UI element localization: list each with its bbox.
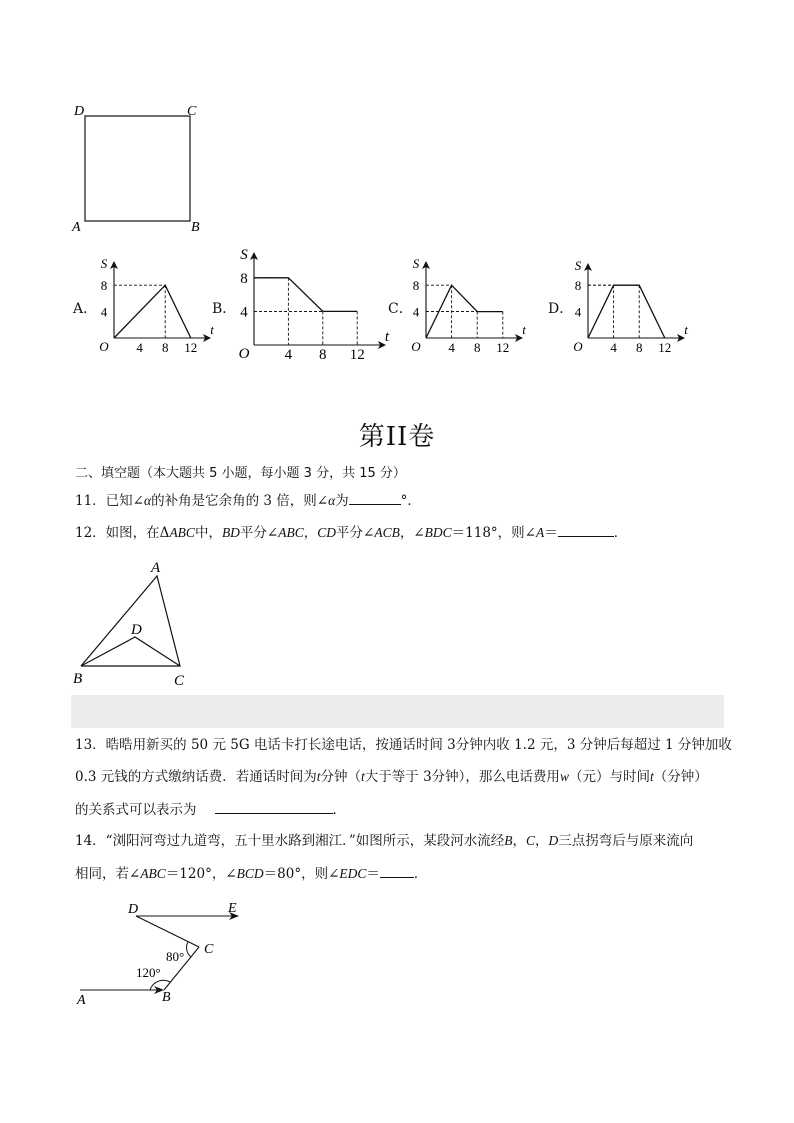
x-axis-label: t <box>210 322 214 337</box>
y-tick-label: 4 <box>574 304 582 320</box>
bisector-lines <box>81 637 180 666</box>
origin-label: O <box>238 346 250 362</box>
series-line <box>114 285 191 338</box>
graph-option-c <box>404 252 534 357</box>
y-axis-label: S <box>240 247 248 263</box>
label-A: A <box>72 220 81 235</box>
graph-option-d <box>566 254 696 357</box>
x-axis-label: t <box>522 322 526 337</box>
x-tick-label: 12 <box>658 340 672 355</box>
y-tick-label: 8 <box>412 278 420 294</box>
question-14: 14．“浏阳河弯过九道弯，五十里水路到湘江．”如图所示，某段河水流经B，C，D三点拐弯后与原来流向 <box>75 833 694 849</box>
x-tick-label: 4 <box>610 340 617 355</box>
y-tick-label: 4 <box>412 304 420 320</box>
y-tick-label: 8 <box>240 270 248 287</box>
option-b-label[interactable]: B． <box>212 301 237 317</box>
square <box>85 116 190 221</box>
angle-label-c: 80° <box>166 949 185 964</box>
angle-label-b: 120° <box>136 965 161 980</box>
question-14-line2: 相同，若∠ABC＝120°，∠BCD＝80°，则∠EDC＝ ． <box>75 863 427 884</box>
series-line <box>588 285 665 338</box>
segment-DC <box>136 916 199 947</box>
part-title: 第II卷 <box>358 422 436 452</box>
question-11: 11．已知∠α的补角是它余角的 3 倍，则∠α为 °． <box>75 490 421 511</box>
x-tick-label: 8 <box>473 340 481 355</box>
label-B: B <box>162 990 171 1005</box>
graph-option-a <box>92 252 222 357</box>
answer-blank-11[interactable] <box>349 490 401 505</box>
y-tick-label: 8 <box>574 278 582 294</box>
x-tick-label: 8 <box>319 347 327 363</box>
question-13-line2: 0.3 元钱的方式缴纳话费．若通话时间为t分钟（t大于等于 3分钟），那么电话费用w（元）与时间t（分钟） <box>75 769 708 785</box>
label-D: D <box>128 902 139 917</box>
x-tick-label: 12 <box>184 340 198 355</box>
origin-label: O <box>411 339 421 354</box>
x-tick-label: 12 <box>349 347 365 363</box>
question-13-line3: 的关系式可以表示为 ． <box>75 799 346 820</box>
label-A: A <box>77 993 86 1008</box>
section-header: 二、填空题（本大题共 5 小题，每小题 3 分，共 15 分） <box>75 466 406 481</box>
x-tick-label: 8 <box>635 340 643 355</box>
angle-arc-B <box>150 980 170 990</box>
grey-band <box>71 695 724 728</box>
answer-blank-12[interactable] <box>558 522 614 537</box>
label-D: D <box>131 622 142 638</box>
question-13: 13．晧晧用新买的 50 元 5G 电话卡打长途电话，按通话时间 3分钟内收 1.2 元，3 分钟后每超过 1 分钟加收 <box>75 737 732 753</box>
label-E: E <box>228 901 237 916</box>
origin-label: O <box>573 339 583 354</box>
origin-label: O <box>99 339 109 354</box>
river-figure <box>72 898 252 1013</box>
x-axis-label: t <box>684 322 688 337</box>
y-tick-label: 4 <box>240 304 248 321</box>
label-B: B <box>191 220 200 235</box>
question-12: 12．如图，在ΔABC中，BD平分∠ABC，CD平分∠ACB，∠BDC＝118°，则∠A＝ ． <box>75 522 627 543</box>
label-D: D <box>74 104 85 119</box>
x-tick-label: 8 <box>161 340 169 355</box>
x-tick-label: 4 <box>136 340 143 355</box>
option-d-label[interactable]: D． <box>548 301 574 317</box>
graph-option-b <box>230 243 395 363</box>
y-axis-label: S <box>574 258 582 273</box>
angle-arc-C <box>187 942 191 957</box>
y-axis-label: S <box>412 256 420 271</box>
option-c-label[interactable]: C． <box>388 301 413 317</box>
y-tick-label: 4 <box>100 304 108 320</box>
answer-blank-14[interactable] <box>380 863 414 878</box>
square-figure <box>60 95 220 240</box>
x-tick-label: 4 <box>448 340 455 355</box>
label-C: C <box>174 673 185 689</box>
triangle-figure <box>68 555 203 690</box>
y-tick-label: 8 <box>100 278 108 294</box>
option-a-label[interactable]: A． <box>73 301 98 317</box>
series-line <box>254 278 357 312</box>
answer-blank-13[interactable] <box>215 799 333 814</box>
label-C: C <box>187 104 197 119</box>
label-C: C <box>204 942 214 957</box>
triangle-outline <box>81 576 180 666</box>
y-axis-label: S <box>100 256 108 271</box>
label-B: B <box>73 671 83 687</box>
x-tick-label: 12 <box>496 340 510 355</box>
x-tick-label: 4 <box>284 347 293 363</box>
label-A: A <box>151 560 161 576</box>
x-axis-label: t <box>384 329 390 345</box>
